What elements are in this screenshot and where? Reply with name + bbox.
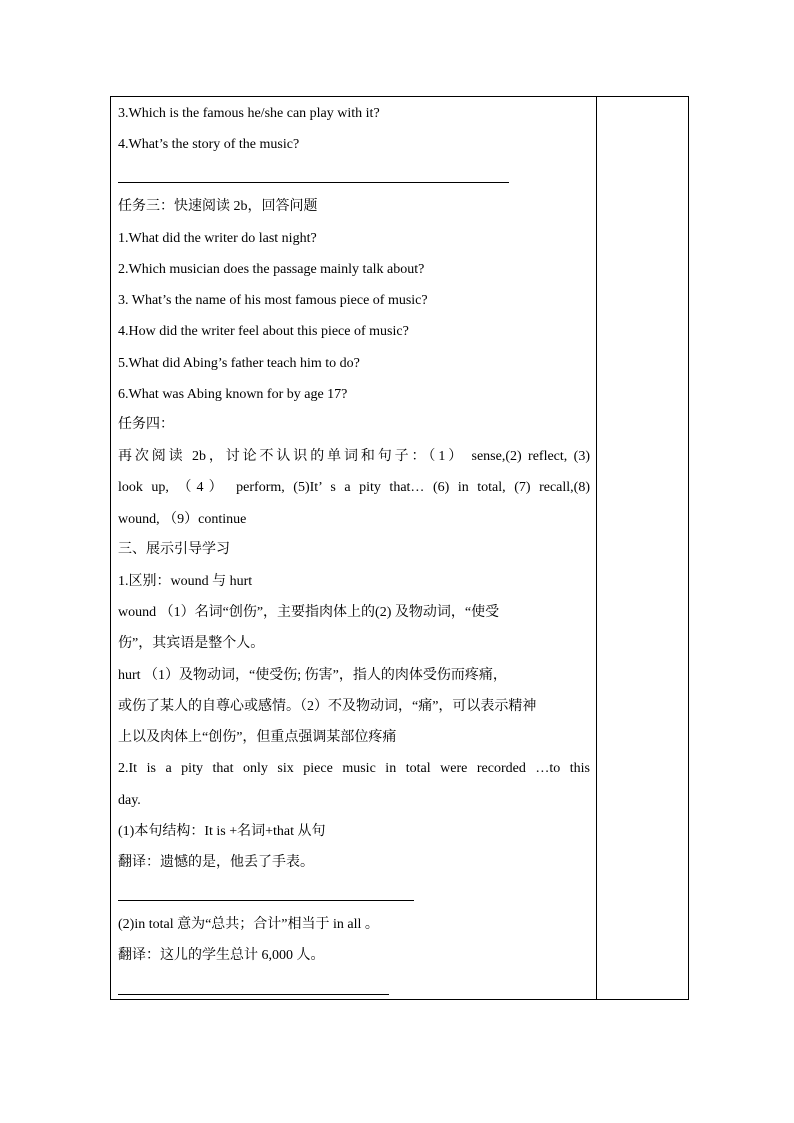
task4-line-1: 再次阅读 2b，讨论不认识的单词和句子：（1） sense,(2) reflect, (3) xyxy=(118,449,590,464)
section3-title: 三、展示引导学习 xyxy=(118,542,230,557)
point2-line-1: 2.It is a pity that only six piece music in total were recorded …to this xyxy=(118,761,590,776)
hurt-line-1: hurt （1）及物动词，“使受伤; 伤害”，指人的肉体受伤而疼痛， xyxy=(118,668,507,683)
task3-question-1: 1.What did the writer do last night? xyxy=(118,231,317,246)
task3-question-5: 5.What did Abing’s father teach him to do? xyxy=(118,356,360,371)
point1-title: 1.区别：wound 与 hurt xyxy=(118,574,253,589)
task3-question-3: 3. What’s the name of his most famous piece of music? xyxy=(118,293,428,308)
question-3: 3.Which is the famous he/she can play with it? xyxy=(118,106,380,121)
task4-line-3: wound, （9）continue xyxy=(118,512,247,527)
wound-line-2: 伤”，其宾语是整个人。 xyxy=(118,636,265,651)
answer-blank-line-2 xyxy=(118,900,414,901)
wound-line-1: wound （1）名词“创伤”，主要指肉体上的(2) 及物动词，“使受 xyxy=(118,605,500,620)
point2-structure: (1)本句结构：It is +名词+that 从句 xyxy=(118,824,326,839)
task4-line-2: look up, （4） perform, (5)It’ s a pity that… (6) in total, (7) recall,(8) xyxy=(118,480,590,495)
main-cell xyxy=(111,97,596,999)
task3-question-2: 2.Which musician does the passage mainly talk about? xyxy=(118,262,425,277)
question-4: 4.What’s the story of the music? xyxy=(118,137,300,152)
worksheet-table xyxy=(110,96,689,1000)
answer-blank-line-3 xyxy=(118,994,389,995)
point2-translation-1: 翻译：遗憾的是，他丢了手表。 xyxy=(118,855,314,870)
task3-question-6: 6.What was Abing known for by age 17? xyxy=(118,387,348,402)
task4-title: 任务四： xyxy=(118,417,174,432)
column-divider xyxy=(596,97,597,999)
answer-blank-line xyxy=(118,182,509,183)
task3-title: 任务三：快速阅读 2b，回答问题 xyxy=(118,199,318,214)
task3-question-4: 4.How did the writer feel about this piece of music? xyxy=(118,324,409,339)
point2-in-total: (2)in total 意为“总共；合计”相当于 in all 。 xyxy=(118,917,379,932)
point2-translation-2: 翻译：这儿的学生总计 6,000 人。 xyxy=(118,948,325,963)
point2-line-2: day. xyxy=(118,793,141,808)
hurt-line-2: 或伤了某人的自尊心或感情。（2）不及物动词，“痛”，可以表示精神 xyxy=(118,699,537,714)
hurt-line-3: 上以及肉体上“创伤”，但重点强调某部位疼痛 xyxy=(118,730,397,745)
